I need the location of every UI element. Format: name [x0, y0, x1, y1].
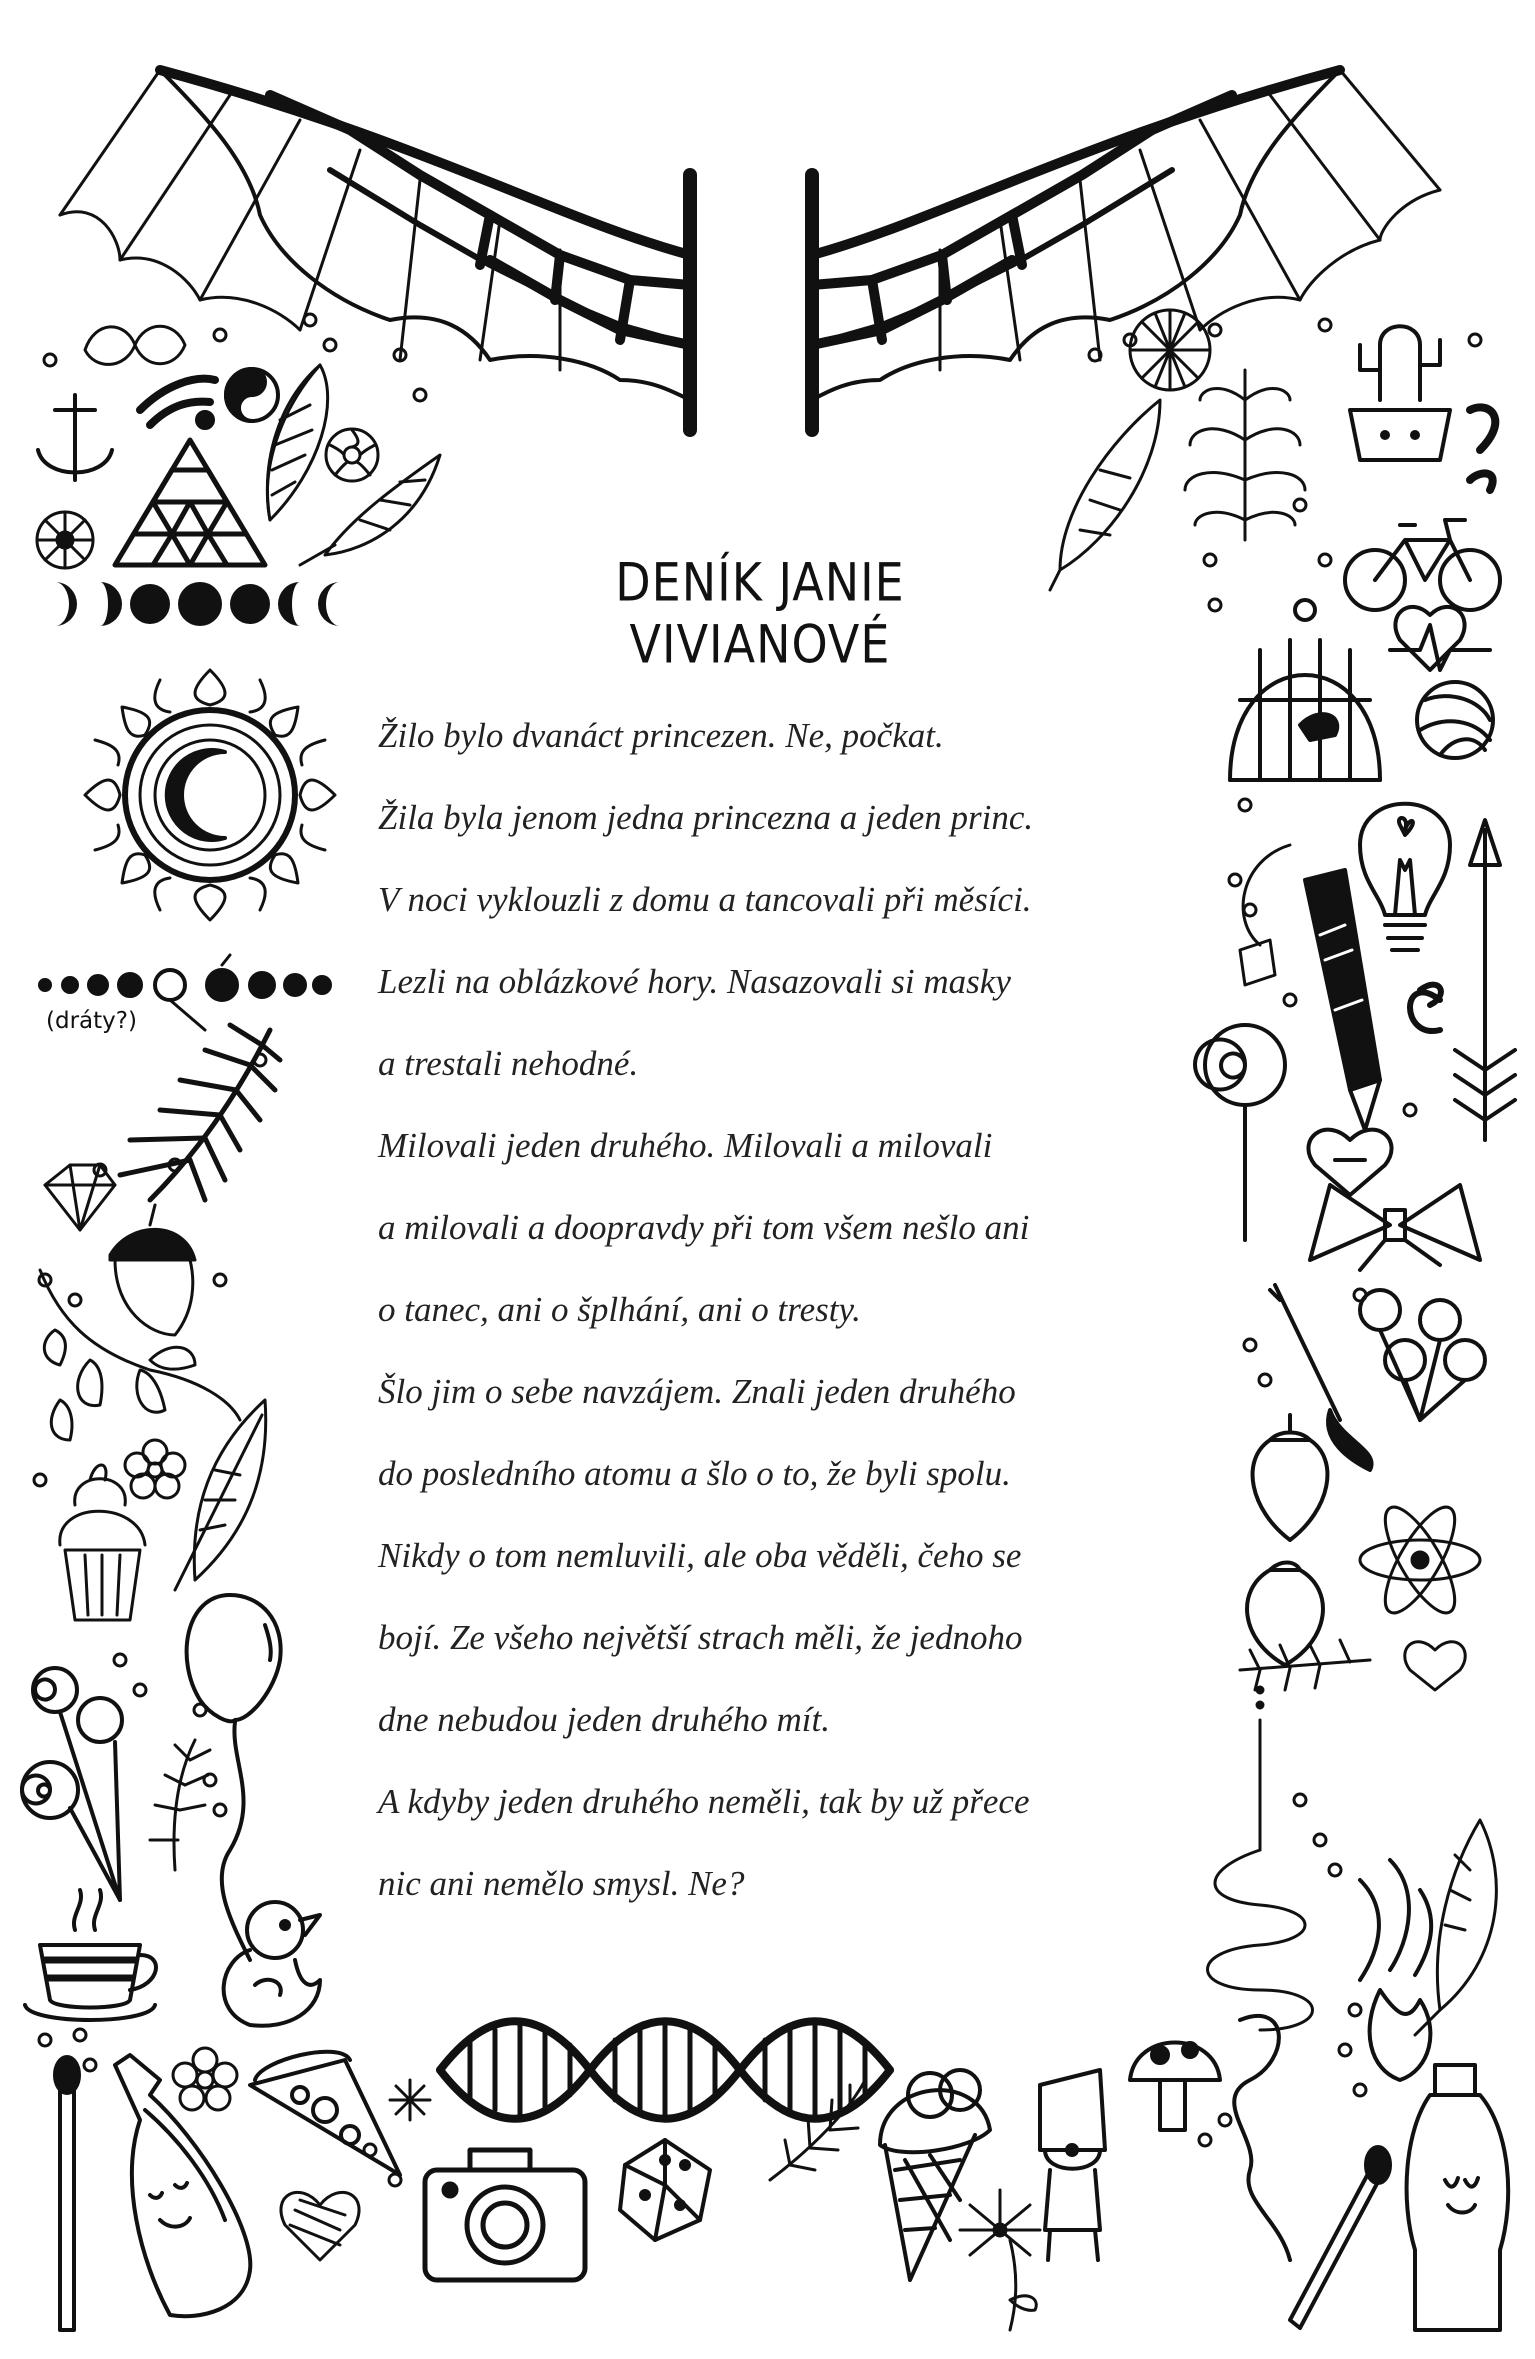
text-line: dne nebudou jeden druhého mít.: [378, 1700, 830, 1739]
mushroom-icon: [1130, 2043, 1220, 2131]
lightbulb-icon: [1360, 804, 1450, 950]
pizza-icon: [250, 2052, 400, 2175]
text-line: Nikdy o tom nemluvili, ale oba věděli, čeho se: [378, 1536, 1022, 1575]
paintbrush-icon: [1270, 1285, 1372, 1470]
yin-yang-icon: [226, 369, 278, 421]
text-line: Žila byla jenom jedna princezna a jeden princ.: [378, 798, 1034, 837]
lollipop-icon: [22, 1668, 122, 1900]
heart-icon: [1405, 1642, 1465, 1690]
fern-icon: [150, 1740, 210, 1870]
infinity-icon: [85, 326, 185, 364]
ampersand-icon: [1410, 985, 1441, 1031]
ampersand-icon: [1470, 407, 1495, 490]
feather-icon: [1415, 1820, 1496, 2035]
star-icon: [390, 2080, 430, 2120]
atom-icon: [1360, 1498, 1480, 1622]
camera-icon: [425, 2150, 585, 2280]
text-line: Lezli na oblázkové hory. Nasazovali si masky: [378, 962, 1011, 1001]
fern-icon: [120, 1025, 280, 1200]
wifi-icon: [140, 379, 215, 426]
text-line: Šlo jim o sebe navzájem. Znali jeden druhého: [378, 1372, 1016, 1411]
strawberry-icon: [1247, 1415, 1327, 1665]
acorn-icon: [110, 1205, 195, 1335]
heart-icon: [281, 2192, 359, 2260]
lollipop-icon: [1195, 1025, 1285, 1240]
dandelion-icon: [960, 2190, 1040, 2330]
text-line: a trestali nehodné.: [378, 1044, 639, 1083]
text-line: V noci vyklouzli z domu a tancovali při měsíci.: [378, 880, 1032, 919]
dice-icon: [620, 2140, 710, 2240]
vase-icon: [1407, 2065, 1509, 2330]
flames-icon: [1360, 1860, 1431, 2080]
bow-icon: [1310, 1185, 1480, 1270]
text-line: Milovali jeden druhého. Milovali a milovali: [378, 1126, 993, 1165]
fern-icon: [1185, 370, 1305, 540]
sun-icon: [85, 670, 335, 920]
match-icon: [55, 2057, 79, 2330]
duck-icon: [224, 1902, 320, 2026]
yarn-ball-icon: [1417, 682, 1493, 758]
story-text: [378, 695, 1208, 1925]
swirl-icon: [1234, 2016, 1290, 2260]
bicycle-icon: [1345, 520, 1500, 610]
birdcage-icon: [1230, 600, 1380, 780]
feather-icon: [1050, 400, 1160, 590]
text-line: Žilo bylo dvanáct princezen. Ne, počkat.: [378, 716, 944, 755]
heart-icon: [1308, 1130, 1391, 1195]
text-line: A kdyby jeden druhého neměli, tak by už přece: [378, 1782, 1030, 1821]
marker-icon: [1305, 870, 1380, 1130]
match-icon: [1290, 2147, 1390, 2328]
arrow-icon: [1455, 820, 1515, 1140]
teacup-icon: [25, 1890, 156, 2020]
knot-icon: [1208, 1687, 1313, 2030]
flower-icon: [1130, 310, 1210, 390]
cherries-icon: [1360, 1290, 1485, 1420]
page-title: DENÍK JANIE VIVIANOVÉ: [615, 550, 905, 675]
text-line: bojí. Ze všeho největší strach měli, že jednoho: [378, 1618, 1023, 1657]
cactus-icon: [1350, 326, 1450, 460]
doodle-label: (dráty?): [46, 1008, 137, 1034]
flower-icon: [125, 1440, 185, 1498]
text-line: nic ani nemělo smysl. Ne?: [378, 1864, 745, 1903]
flower-icon: [173, 2048, 237, 2110]
flower-icon: [326, 429, 378, 481]
text-line: do posledního atomu a šlo o to, že byli spolu.: [378, 1454, 1011, 1493]
anchor-icon: [38, 395, 112, 480]
moon-phases-icon: [55, 582, 340, 626]
feather-icon: [300, 455, 440, 565]
ice-cream-icon: [880, 2070, 990, 2280]
dna-icon: [440, 2021, 890, 2119]
triangle-icon: [115, 440, 265, 565]
gnome-icon: [1040, 2070, 1105, 2260]
text-line: o tanec, ani o šplhání, ani o tresty.: [378, 1290, 861, 1329]
flower-icon: [37, 512, 93, 568]
heartbeat-icon: [1390, 607, 1490, 670]
text-line: a milovali a doopravdy při tom všem nešlo ani: [378, 1208, 1030, 1247]
feather-icon: [175, 1400, 266, 1590]
